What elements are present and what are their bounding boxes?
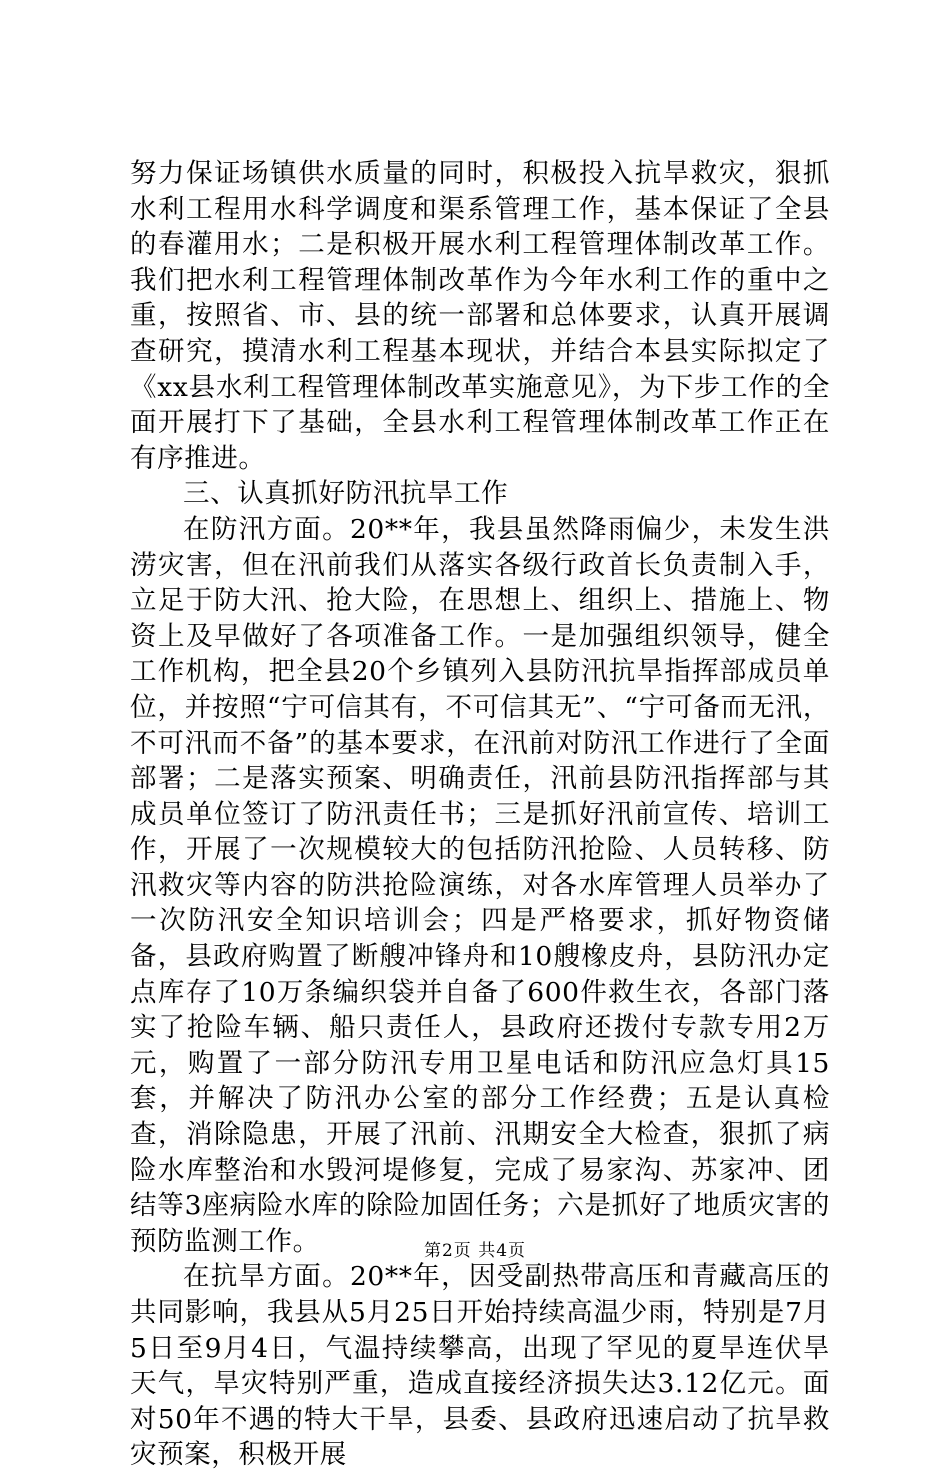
document-body	[130, 156, 830, 1473]
page-footer	[0, 1240, 950, 1262]
paragraph-drought-relief: 在抗旱方面。20**年，因受副热带高压和青藏高压的共同影响，我县从5月25日开始持续高温少雨，特别是7月5日至9月4日，气温持续攀高，出现了罕见的夏旱连伏旱天气，旱灾特别严重，造成直接经济损失达3.12亿元。面对50年不遇的特大干旱，县委、县政府迅速启动了抗旱救灾预案，积极开展	[130, 1261, 830, 1471]
paragraph-continuation: 努力保证场镇供水质量的同时，积极投入抗旱救灾，狠抓水利工程用水科学调度和渠系管理工作，基本保证了全县的春灌用水；二是积极开展水利工程管理体制改革工作。我们把水利工程管理体制改革作为今年水利工作的重中之重，按照省、市、县的统一部署和总体要求，认真开展调查研究，摸清水利工程基本现状，并结合本县实际拟定了《xx县水利工程管理体制改革实施意见》，为下步工作的全面开展打下了基础，全县水利工程管理体制改革工作正在有序推进。	[130, 158, 830, 474]
page-indicator: 第2页 共4页	[423, 1241, 527, 1261]
paragraph-flood-control: 在防汛方面。20**年，我县虽然降雨偏少，未发生洪涝灾害，但在汛前我们从落实各级行政首长负责制入手，立足于防大汛、抢大险，在思想上、组织上、措施上、物资上及早做好了各项准备工作。一是加强组织领导，健全工作机构，把全县20个乡镇列入县防汛抗旱指挥部成员单位，并按照“宁可信其有，不可信其无”、“宁可备而无汛，不可汛而不备”的基本要求，在汛前对防汛工作进行了全面部署；二是落实预案、明确责任，汛前县防汛指挥部与其成员单位签订了防汛责任书；三是抓好汛前宣传、培训工作，开展了一次规模较大的包括防汛抢险、人员转移、防汛救灾等内容的防洪抢险演练，对各水库管理人员举办了一次防汛安全知识培训会；四是严格要求，抓好物资储备，县政府购置了断艘冲锋舟和10艘橡皮舟，县防汛办定点库存了10万条编织袋并自备了600件救生衣，各部门落实了抢险车辆、船只责任人，县政府还拨付专款专用2万元，购置了一部分防汛专用卫星电话和防汛应急灯具15套，并解决了防汛办公室的部分工作经费；五是认真检查，消除隐患，开展了汛前、汛期安全大检查，狠抓了病险水库整治和水毁河堤修复，完成了易家沟、苏家冲、团结等3座病险水库的除险加固任务；六是抓好了地质灾害的预防监测工作。	[130, 513, 830, 1257]
section-heading: 三、认真抓好防汛抗旱工作	[183, 478, 509, 510]
